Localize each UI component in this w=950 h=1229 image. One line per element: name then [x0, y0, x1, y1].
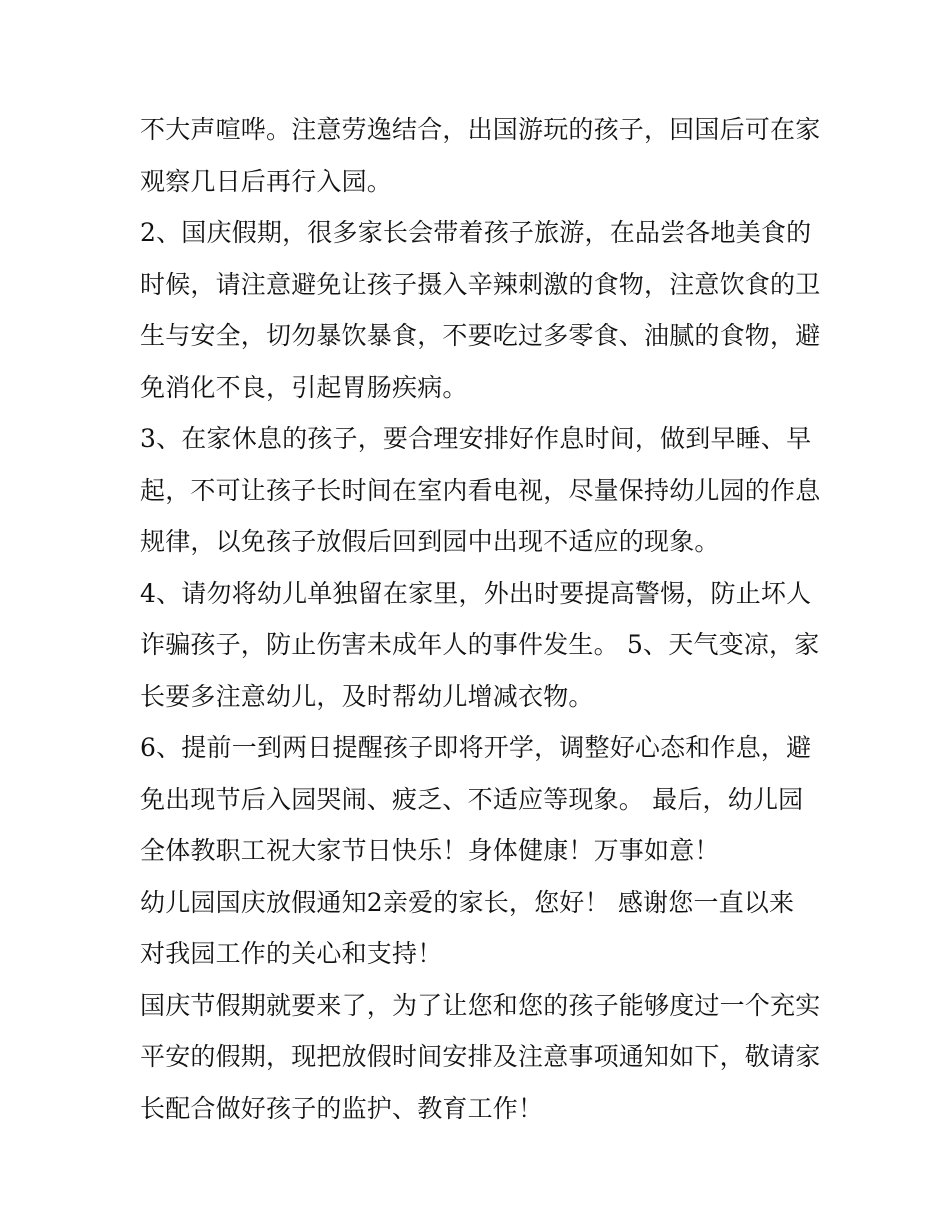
- text-line: 规律，以免孩子放假后回到园中出现不适应的现象。: [140, 527, 720, 556]
- text-line: 免消化不良，引起胃肠疾病。: [140, 372, 468, 402]
- text-line: 4、请勿将幼儿单独留在家里，外出时要提高警惕，防止坏人: [140, 578, 812, 608]
- text-line: 时候，请注意避免让孩子摄入辛辣刺激的食物，注意饮食的卫: [140, 269, 821, 299]
- text-line: 长配合做好孩子的监护、教育工作！: [140, 1093, 544, 1123]
- text-line: 观察几日后再行入园。: [140, 166, 393, 196]
- text-line: 长要多注意幼儿，及时帮幼儿增减衣物。: [140, 681, 594, 711]
- text-line: 不大声喧哗。注意劳逸结合，出国游玩的孩子，回国后可在家: [140, 115, 821, 144]
- text-line: 起，不可让孩子长时间在室内看电视，尽量保持幼儿园的作息: [140, 475, 821, 505]
- text-line: 2、国庆假期，很多家长会带着孩子旅游，在品尝各地美食的: [140, 218, 812, 247]
- text-line: 幼儿园国庆放假通知2亲爱的家长，您好！ 感谢您一直以来: [140, 887, 795, 917]
- text-line: 全体教职工祝大家节日快乐！身体健康！万事如意！: [140, 836, 720, 865]
- document-body: [140, 104, 830, 1134]
- text-line: 对我园工作的关心和支持！: [140, 939, 443, 968]
- text-line: 平安的假期，现把放假时间安排及注意事项通知如下，敬请家: [140, 1042, 821, 1071]
- text-line: 3、在家休息的孩子，要合理安排好作息时间，做到早睡、早: [140, 424, 812, 453]
- text-line: 免出现节后入园哭闹、疲乏、不适应等现象。 最后，幼儿园: [140, 784, 804, 814]
- text-line: 诈骗孩子，防止伤害未成年人的事件发生。 5、天气变凉，家: [140, 630, 820, 659]
- text-line: 国庆节假期就要来了，为了让您和您的孩子能够度过一个充实: [140, 990, 821, 1020]
- text-line: 生与安全，切勿暴饮暴食，不要吃过多零食、油腻的食物，避: [140, 321, 821, 350]
- text-line: 6、提前一到两日提醒孩子即将开学，调整好心态和作息，避: [140, 733, 812, 762]
